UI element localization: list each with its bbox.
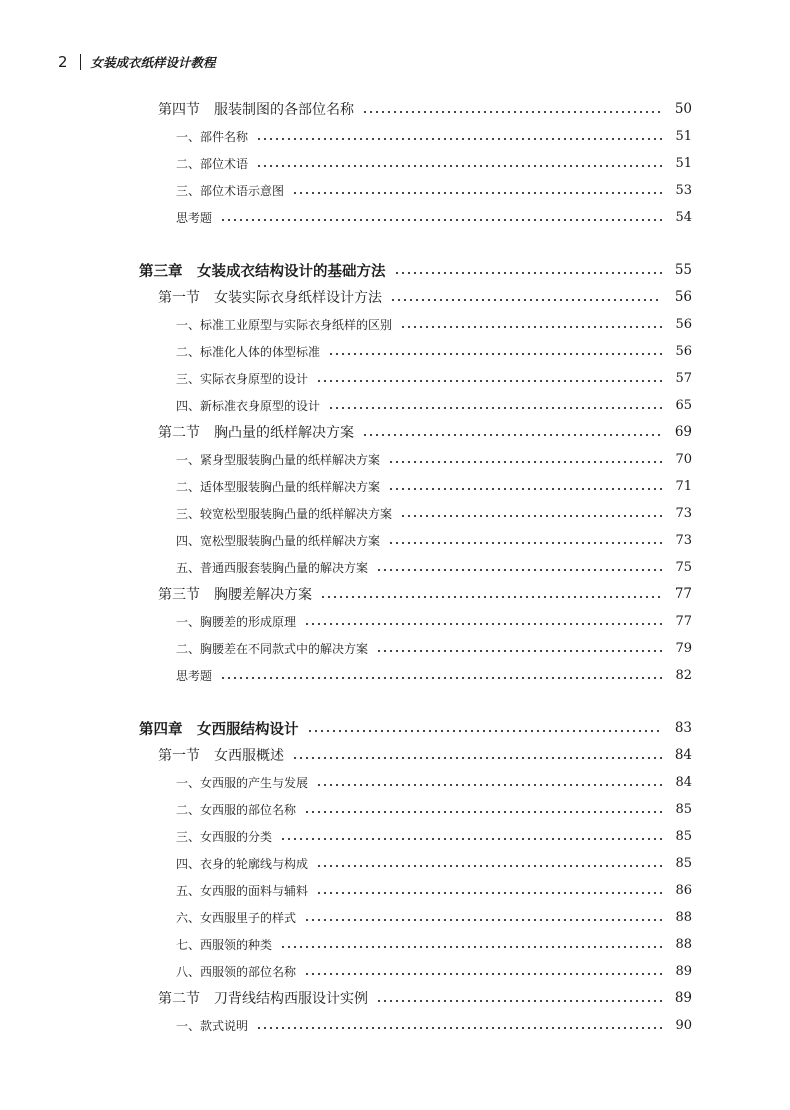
toc-entry-title: 五、女西服的面料与辅料 xyxy=(176,883,309,898)
toc-entry-title: 第四节 服装制图的各部位名称 xyxy=(158,102,354,118)
toc-entry-title: 三、较宽松型服装胸凸量的纸样解决方案 xyxy=(176,506,393,521)
toc-entry-page-number: 50 xyxy=(674,101,692,117)
page-number: 2 xyxy=(58,53,68,71)
toc-section-entry xyxy=(158,584,692,604)
toc-entry-page-number: 69 xyxy=(674,424,692,440)
dot-leader xyxy=(376,641,662,655)
toc-entry-title: 思考题 xyxy=(176,210,213,225)
toc-entry-page-number: 90 xyxy=(675,1017,692,1033)
toc-entry-page-number: 65 xyxy=(675,397,692,413)
toc-entry-page-number: 75 xyxy=(675,559,692,575)
dot-leader xyxy=(220,210,662,224)
toc-entry-page-number: 84 xyxy=(674,747,692,763)
toc-item-entry xyxy=(176,665,692,685)
toc-entry-page-number: 54 xyxy=(675,209,692,225)
toc-entry-title: 第一节 女西服概述 xyxy=(158,748,284,764)
dot-leader xyxy=(388,479,662,493)
toc-entry-title: 五、普通西服套装胸凸量的解决方案 xyxy=(176,560,369,575)
dot-leader xyxy=(400,506,662,520)
dot-leader xyxy=(362,425,662,439)
dot-leader xyxy=(316,775,662,789)
toc-section-entry xyxy=(158,988,692,1008)
toc-entry-page-number: 73 xyxy=(675,505,692,521)
toc-entry-page-number: 85 xyxy=(675,828,692,844)
toc-entry-page-number: 51 xyxy=(675,155,692,171)
toc-item-entry xyxy=(176,341,692,361)
toc-section-entry xyxy=(158,422,692,442)
toc-item-entry xyxy=(176,961,692,981)
toc-item-entry xyxy=(176,1015,692,1035)
toc-entry-page-number: 56 xyxy=(675,316,692,332)
toc-entry-page-number: 73 xyxy=(675,532,692,548)
toc-chapter-entry xyxy=(139,718,692,738)
toc-item-entry xyxy=(176,126,692,146)
dot-leader xyxy=(376,991,662,1005)
dot-leader xyxy=(292,748,662,762)
toc-entry-title: 第二节 胸凸量的纸样解决方案 xyxy=(158,425,354,441)
dot-leader xyxy=(388,533,662,547)
toc-entry-page-number: 71 xyxy=(675,478,692,494)
toc-entry-page-number: 55 xyxy=(674,262,692,278)
toc-entry-title: 第三章 女装成衣结构设计的基础方法 xyxy=(139,262,386,280)
toc-entry-page-number: 77 xyxy=(674,586,692,602)
toc-item-entry xyxy=(176,799,692,819)
toc-entry-page-number: 56 xyxy=(674,289,692,305)
toc-item-entry xyxy=(176,503,692,523)
toc-item-entry xyxy=(176,395,692,415)
toc-entry-page-number: 57 xyxy=(675,370,692,386)
dot-leader xyxy=(390,290,662,304)
toc-entry-page-number: 84 xyxy=(675,774,692,790)
toc-entry-title: 七、西服领的种类 xyxy=(176,937,273,952)
toc-entry-title: 二、标准化人体的体型标准 xyxy=(176,344,321,359)
dot-leader xyxy=(280,937,662,951)
toc-entry-title: 思考题 xyxy=(176,668,213,683)
dot-leader xyxy=(328,344,662,358)
toc-entry-title: 二、适体型服装胸凸量的纸样解决方案 xyxy=(176,479,381,494)
dot-leader xyxy=(304,910,662,924)
toc-item-entry xyxy=(176,449,692,469)
toc-entry-title: 二、女西服的部位名称 xyxy=(176,802,297,817)
toc-item-entry xyxy=(176,207,692,227)
toc-entry-page-number: 79 xyxy=(675,640,692,656)
toc-entry-page-number: 88 xyxy=(675,936,692,952)
toc-entry-title: 四、宽松型服装胸凸量的纸样解决方案 xyxy=(176,533,381,548)
book-title: 女装成衣纸样设计教程 xyxy=(90,55,216,70)
toc-entry-page-number: 86 xyxy=(675,882,692,898)
toc-entry-page-number: 77 xyxy=(675,613,692,629)
dot-leader xyxy=(400,317,662,331)
dot-leader xyxy=(304,802,662,816)
toc-item-entry xyxy=(176,314,692,334)
dot-leader xyxy=(304,964,662,978)
toc-item-entry xyxy=(176,180,692,200)
dot-leader xyxy=(220,668,662,682)
toc-entry-title: 第二节 刀背线结构西服设计实例 xyxy=(158,991,368,1007)
dot-leader xyxy=(376,560,662,574)
dot-leader xyxy=(320,587,662,601)
toc-entry-title: 八、西服领的部位名称 xyxy=(176,964,297,979)
dot-leader xyxy=(256,156,662,170)
toc-entry-title: 一、款式说明 xyxy=(176,1018,249,1033)
running-header xyxy=(58,52,216,72)
toc-item-entry xyxy=(176,530,692,550)
toc-entry-page-number: 83 xyxy=(674,720,692,736)
dot-leader xyxy=(256,129,662,143)
toc-entry-page-number: 89 xyxy=(675,963,692,979)
toc-item-entry xyxy=(176,772,692,792)
dot-leader xyxy=(292,183,662,197)
toc-item-entry xyxy=(176,826,692,846)
toc-entry-title: 二、部位术语 xyxy=(176,156,249,171)
toc-entry-page-number: 56 xyxy=(675,343,692,359)
toc-item-entry xyxy=(176,368,692,388)
dot-leader xyxy=(304,614,662,628)
toc-item-entry xyxy=(176,853,692,873)
toc-entry-title: 一、标准工业原型与实际衣身纸样的区别 xyxy=(176,317,393,332)
toc-section-entry xyxy=(158,287,692,307)
toc-entry-page-number: 89 xyxy=(674,990,692,1006)
toc-entry-title: 第三节 胸腰差解决方案 xyxy=(158,587,312,603)
toc-item-entry xyxy=(176,880,692,900)
toc-entry-page-number: 53 xyxy=(675,182,692,198)
toc-item-entry xyxy=(176,934,692,954)
dot-leader xyxy=(256,1018,662,1032)
toc-chapter-entry xyxy=(139,260,692,280)
toc-entry-title: 第四章 女西服结构设计 xyxy=(139,720,299,738)
toc-entry-page-number: 88 xyxy=(675,909,692,925)
dot-leader xyxy=(328,398,662,412)
dot-leader xyxy=(316,883,662,897)
toc-entry-title: 第一节 女装实际衣身纸样设计方法 xyxy=(158,290,382,306)
toc-entry-page-number: 85 xyxy=(675,855,692,871)
toc-entry-title: 三、部位术语示意图 xyxy=(176,183,285,198)
toc-item-entry xyxy=(176,907,692,927)
toc-entry-page-number: 51 xyxy=(675,128,692,144)
toc-entry-title: 一、胸腰差的形成原理 xyxy=(176,614,297,629)
toc-item-entry xyxy=(176,638,692,658)
toc-entry-title: 四、新标准衣身原型的设计 xyxy=(176,398,321,413)
dot-leader xyxy=(307,721,663,735)
dot-leader xyxy=(394,263,663,277)
toc-section-entry xyxy=(158,745,692,765)
dot-leader xyxy=(316,371,662,385)
toc-entry-page-number: 85 xyxy=(675,801,692,817)
toc-entry-title: 三、实际衣身原型的设计 xyxy=(176,371,309,386)
dot-leader xyxy=(280,829,662,843)
toc-item-entry xyxy=(176,557,692,577)
toc-entry-title: 一、紧身型服装胸凸量的纸样解决方案 xyxy=(176,452,381,467)
toc-entry-title: 四、衣身的轮廓线与构成 xyxy=(176,856,309,871)
toc-entry-title: 三、女西服的分类 xyxy=(176,829,273,844)
dot-leader xyxy=(388,452,662,466)
toc-item-entry xyxy=(176,476,692,496)
toc-section-entry xyxy=(158,99,692,119)
toc-entry-page-number: 82 xyxy=(675,667,692,683)
toc-entry-title: 一、女西服的产生与发展 xyxy=(176,775,309,790)
dot-leader xyxy=(362,102,662,116)
toc-entry-title: 一、部件名称 xyxy=(176,129,249,144)
toc-entry-page-number: 70 xyxy=(675,451,692,467)
dot-leader xyxy=(316,856,662,870)
toc-item-entry xyxy=(176,153,692,173)
toc-entry-title: 六、女西服里子的样式 xyxy=(176,910,297,925)
toc-item-entry xyxy=(176,611,692,631)
header-divider xyxy=(80,54,81,70)
toc-entry-title: 二、胸腰差在不同款式中的解决方案 xyxy=(176,641,369,656)
